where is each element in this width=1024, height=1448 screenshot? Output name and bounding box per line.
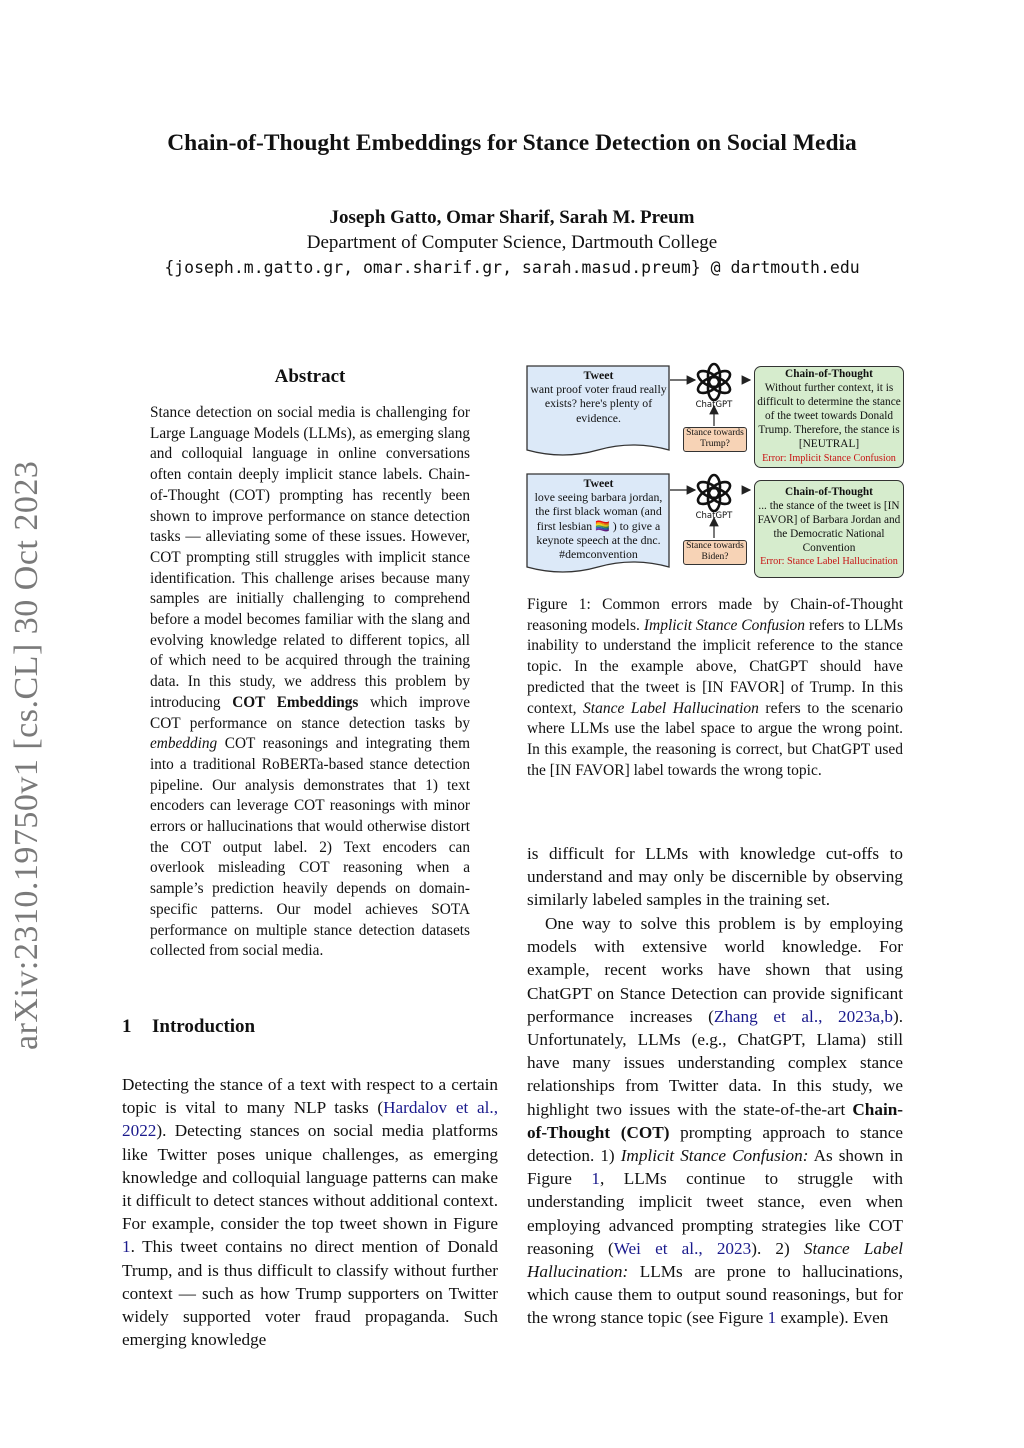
citation-link[interactable]: Hardalov et al., 2022 [122, 1098, 498, 1141]
body-paragraph: is difficult for LLMs with knowledge cut-offs to understand and may only be discernible by observing similarly labeled samples in the training set. [527, 844, 903, 910]
paragraph-text: ). 2) [751, 1238, 804, 1258]
figure-reference-link[interactable]: 1 [591, 1169, 600, 1189]
affiliation: Department of Computer Science, Dartmouth College [306, 232, 718, 253]
tweet-text: want proof voter fraud really exists? here's plenty of evidence. [530, 382, 667, 425]
paragraph-text: Detecting the stance of a text with respect to a certain topic is vital to many NLP tasks ( [122, 1075, 498, 1118]
caption-italic-term: Implicit Stance Confusion [643, 616, 806, 634]
paragraph-text: ). Unfortunately, LLMs (e.g., ChatGPT, Llama) still have many issues understanding complex stance relationships from Twitter data. In this study, we highlight two issues with the state-of-the-art [527, 1006, 903, 1119]
cot-reasoning-text: ... the stance of the tweet is [IN FAVOR] of Barbara Jordan and the Democratic National Convention [757, 500, 901, 555]
paragraph-text: example). Even [776, 1308, 889, 1328]
citation-link[interactable]: Wei et al., 2023 [613, 1238, 752, 1258]
paragraph-text: LLMs are prone to hallucinations, which cause them to output sound reasonings, but for the wrong stance topic (see Figure [527, 1262, 903, 1328]
tweet-title: Tweet [583, 476, 614, 490]
abstract-text: Stance detection on social media is challenging for Large Language Models (LLMs), as emerging slang and colloquial language in online conversations often contain deeply implicit stance labels. Chain-of-Thought (COT) prompting has recently been shown to improve performance on stance detection tasks — alleviating some of these issues. However, COT prompting still struggles with implicit stance identification. This challenge arises because many samples are initially challenging to comprehend before a model becomes familiar with the slang and evolving knowledge related to different topics, all of which need to be acquired through the training data. In this study, we address this problem by introducing [150, 404, 470, 711]
bold-term: Chain-of-Thought (COT) [527, 1099, 903, 1142]
chatgpt-label: ChatGPT [695, 511, 733, 521]
cot-output-box-bottom [754, 480, 904, 578]
citation-link[interactable]: Zhang et al., 2023a,b [713, 1006, 893, 1026]
section-title: Introduction [152, 1016, 256, 1037]
caption-label: Figure 1: [527, 596, 591, 613]
stance-question-box: Stance towards Trump? [683, 427, 747, 452]
error-label: Error: Stance Label Hallucination [760, 556, 898, 568]
italic-term: Implicit Stance Confusion: [620, 1146, 809, 1166]
author-emails: {joseph.m.gatto.gr, omar.sharif.gr, sarah.masud.preum} @ dartmouth.edu [164, 258, 860, 277]
paragraph-text: One way to solve this problem is by employing models with extensive world knowledge. For example, recent works have shown that using ChatGPT on Stance Detection can provide significant performance increases ( [527, 914, 903, 1026]
tweet-text-part: ) to give a keynote speech at the dnc. #demconvention [536, 518, 661, 562]
paragraph-text: . This tweet contains no direct mention of Donald Trump, and is thus difficult to classify without further context — such as how Trump supporters on Twitter widely supported voter fraud propaganda. Such emerging knowledge [122, 1237, 498, 1350]
intro-paragraph [122, 1073, 498, 1351]
error-label: Error: Implicit Stance Confusion [762, 452, 896, 464]
tweet-box-bottom [527, 476, 670, 561]
figure-1 [525, 362, 905, 582]
figure-reference-link[interactable]: 1 [122, 1237, 131, 1257]
tweet-title: Tweet [583, 368, 614, 382]
cot-title: Chain-of-Thought [785, 486, 873, 498]
abstract-bold-term: COT Embeddings [232, 693, 359, 711]
paragraph-text: ). Detecting stances on social media platforms like Twitter poses unique challenges, as emerging knowledge and colloquial language patterns can make it difficult to detect stances without additional context. For example, consider the top tweet shown in Figure [122, 1121, 498, 1234]
paragraph-text: prompting approach to stance detection. 1) [527, 1122, 903, 1166]
section-number: 1 [122, 1016, 132, 1037]
cot-output-box-top [754, 366, 904, 468]
cot-reasoning-text: Without further context, it is difficult to determine the stance of the tweet towards Donald Trump. Therefore, the stance is [NEUTRAL] [757, 382, 901, 451]
body-paragraph [527, 912, 903, 1330]
caption-text: refers to the scenario where LLMs use the label space to argue the wrong point. In this example, the reasoning is correct, but ChatGPT used the [IN FAVOR] label towards the wrong topic. [527, 699, 903, 779]
abstract-text: which improve COT performance on stance detection tasks by [150, 693, 470, 732]
caption-text: refers to LLMs inability to understand the implicit reference to the stance topic. In the example above, ChatGPT should have predicted that the tweet is [IN FAVOR] of Trump. In this context, [527, 616, 903, 717]
italic-term: Stance Label Hallucination: [527, 1238, 903, 1282]
chatgpt-label: ChatGPT [695, 400, 733, 410]
cot-title: Chain-of-Thought [785, 368, 873, 380]
abstract-italic-term: embedding [150, 735, 218, 753]
paragraph-text: As shown in Figure [527, 1146, 904, 1189]
abstract-body [150, 403, 470, 962]
arxiv-identifier: arXiv:2310.19750v1 [cs.CL] 30 Oct 2023 [8, 460, 45, 1050]
abstract-text: COT reasonings and integrating them into a traditional RoBERTa-based stance detection pipeline. Our analysis demonstrates that 1) text encoders can leverage COT reasonings with minor errors or hallucinations that would otherwise distort the COT output label. 2) Text encoders can overlook misleading COT reasoning when a sample’s prediction heavily depends on domain-specific patterns. Our model achieves SOTA performance on multiple stance detection datasets collected from social media. [150, 735, 470, 960]
paragraph-text: , LLMs continue to struggle with understanding implicit tweet stance, even when employing advanced prompting strategies like COT reasoning ( [527, 1169, 904, 1258]
caption-italic-term: Stance Label Hallucination [583, 699, 759, 717]
author-list: Joseph Gatto, Omar Sharif, Sarah M. Preum [329, 207, 695, 228]
tweet-text [527, 490, 670, 561]
abstract-heading: Abstract [274, 366, 346, 387]
stance-question-box: Stance towards Biden? [683, 540, 747, 565]
figure-caption [527, 595, 903, 781]
chatgpt-logo-icon [695, 475, 732, 511]
section-heading-introduction [122, 1016, 255, 1038]
tweet-box-top [527, 368, 670, 425]
rainbow-flag-icon: 🏳️‍🌈 [595, 518, 610, 533]
paper-title: Chain-of-Thought Embeddings for Stance Detection on Social Media [167, 130, 857, 156]
tweet-text-part: love seeing barbara jordan, the first black woman (and first lesbian [534, 490, 663, 533]
chatgpt-logo-icon [695, 364, 732, 400]
figure-reference-link[interactable]: 1 [767, 1308, 777, 1328]
caption-text: Common errors made by Chain-of-Thought reasoning models. [527, 596, 903, 634]
